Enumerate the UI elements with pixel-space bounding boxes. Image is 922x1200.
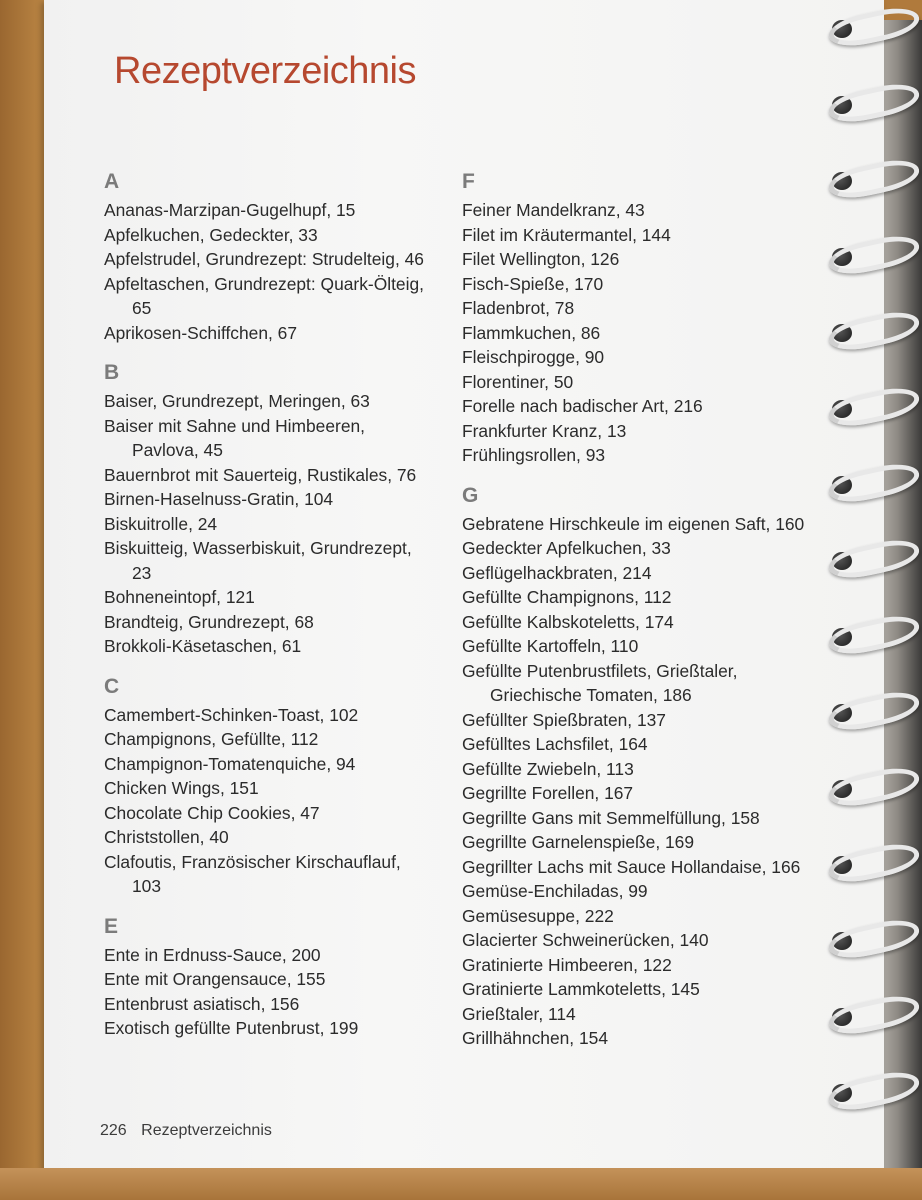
- index-entry: Bohneneintopf, 121: [104, 587, 255, 607]
- index-entry: Christstollen, 40: [104, 827, 229, 847]
- index-entry: Chocolate Chip Cookies, 47: [104, 802, 320, 823]
- index-entry: Forelle nach badischer Art, 216: [462, 396, 703, 416]
- index-entry: Gefüllte Champignons, 112: [462, 587, 672, 607]
- index-entry: Geflügelhackbraten, 214: [462, 562, 652, 583]
- table-surface-bottom: [0, 1168, 922, 1200]
- index-entry: Gratinierte Lammkoteletts, 145: [462, 979, 700, 999]
- index-letter: E: [104, 914, 119, 938]
- index-entry: Filet im Kräutermantel, 144: [462, 224, 671, 245]
- index-entry: Filet Wellington, 126: [462, 249, 620, 269]
- index-entry: Gefüllte Zwiebeln, 113: [462, 758, 634, 779]
- index-entry: Birnen-Haselnuss-Gratin, 104: [104, 489, 334, 509]
- index-column-right: [462, 166, 822, 1063]
- index-entry: Florentiner, 50: [462, 371, 574, 392]
- index-entry: Gedeckter Apfelkuchen, 33: [462, 538, 671, 558]
- index-entry: Grießtaler, 114: [462, 1003, 576, 1024]
- index-entry: Gemüsesuppe, 222: [462, 905, 614, 926]
- index-entry: Gefüllte Kalbskoteletts, 174: [462, 611, 674, 632]
- index-entry: Ente mit Orangensauce, 155: [104, 969, 326, 989]
- page-number: 226: [100, 1122, 127, 1139]
- index-entry: Feiner Mandelkranz, 43: [462, 200, 645, 220]
- index-entry: Aprikosen-Schiffchen, 67: [104, 322, 298, 343]
- index-entry: Glacierter Schweinerücken, 140: [462, 930, 709, 950]
- index-entry: Biskuitrolle, 24: [104, 513, 218, 534]
- index-entry: Gegrillter Lachs mit Sauce Hollandaise, 166: [462, 856, 801, 877]
- index-group-a: [104, 166, 424, 345]
- index-group-f: [462, 166, 822, 468]
- index-entry: Fleischpirogge, 90: [462, 347, 605, 367]
- index-entry: Gemüse-Enchiladas, 99: [462, 881, 648, 901]
- footer-label: Rezeptverzeichnis: [141, 1122, 272, 1139]
- index-entry: Gegrillte Gans mit Semmelfüllung, 158: [462, 807, 760, 828]
- index-entry: Brandteig, Grundrezept, 68: [104, 611, 314, 632]
- index-entry: Gefüllte Putenbrustfilets, Grießtaler, Griechische Tomaten, 186: [462, 660, 738, 705]
- index-entry: Apfeltaschen, Grundrezept: Quark-Ölteig, 65: [104, 273, 424, 318]
- index-group-g: [462, 480, 822, 1051]
- index-group-b: [104, 357, 424, 659]
- index-entry: Camembert-Schinken-Toast, 102: [104, 704, 359, 725]
- index-entry: Fladenbrot, 78: [462, 298, 575, 318]
- index-entry: Baiser mit Sahne und Himbeeren, Pavlova, 45: [104, 415, 365, 460]
- index-entry: Flammkuchen, 86: [462, 322, 601, 343]
- index-entry: Ananas-Marzipan-Gugelhupf, 15: [104, 200, 356, 220]
- index-entry: Chicken Wings, 151: [104, 778, 259, 798]
- index-entry: Gegrillte Forellen, 167: [462, 783, 634, 803]
- index-entry: Champignons, Gefüllte, 112: [104, 729, 319, 749]
- index-entry: Brokkoli-Käsetaschen, 61: [104, 636, 302, 656]
- index-entry: Baiser, Grundrezept, Meringen, 63: [104, 391, 370, 411]
- index-entry: Biskuitteig, Wasserbiskuit, Grundrezept, 23: [104, 538, 412, 583]
- index-entry: Gebratene Hirschkeule im eigenen Saft, 160: [462, 513, 805, 534]
- index-group-e: [104, 911, 424, 1041]
- index-entry: Exotisch gefüllte Putenbrust, 199: [104, 1018, 359, 1038]
- index-column-left: [104, 166, 424, 1053]
- index-entry: Apfelstrudel, Grundrezept: Strudelteig, 46: [104, 249, 424, 269]
- index-entry: Entenbrust asiatisch, 156: [104, 993, 300, 1014]
- index-entry: Gratinierte Himbeeren, 122: [462, 954, 672, 975]
- index-entry: Gefülltes Lachsfilet, 164: [462, 734, 648, 754]
- index-entry: Grillhähnchen, 154: [462, 1028, 608, 1048]
- index-letter: B: [104, 361, 120, 384]
- index-letter: A: [104, 170, 120, 193]
- index-letter: C: [104, 674, 120, 698]
- index-entry: Gefüllter Spießbraten, 137: [462, 709, 666, 730]
- index-entry: Champignon-Tomatenquiche, 94: [104, 753, 356, 774]
- index-entry: Frankfurter Kranz, 13: [462, 420, 627, 441]
- index-letter: G: [462, 483, 479, 507]
- index-entry: Gegrillte Garnelenspieße, 169: [462, 832, 695, 852]
- page-title: Rezeptverzeichnis: [114, 50, 416, 92]
- index-entry: Fisch-Spieße, 170: [462, 273, 604, 294]
- index-entry: Ente in Erdnuss-Sauce, 200: [104, 944, 321, 965]
- page-footer: [100, 1122, 272, 1140]
- index-entry: Gefüllte Kartoffeln, 110: [462, 636, 639, 656]
- index-group-c: [104, 671, 424, 899]
- index-entry: Frühlingsrollen, 93: [462, 445, 606, 465]
- index-entry: Apfelkuchen, Gedeckter, 33: [104, 224, 318, 245]
- index-entry: Clafoutis, Französischer Kirschauflauf, 103: [104, 851, 401, 896]
- index-letter: F: [462, 170, 475, 193]
- index-entry: Bauernbrot mit Sauerteig, Rustikales, 76: [104, 464, 417, 485]
